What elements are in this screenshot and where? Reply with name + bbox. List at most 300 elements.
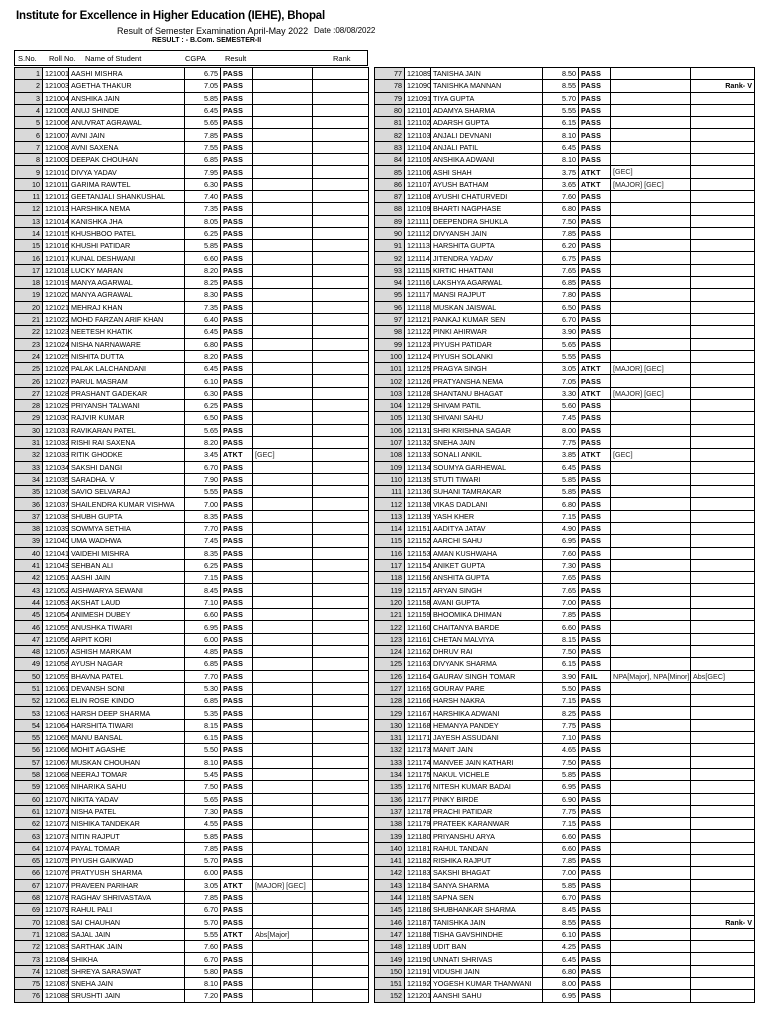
rank-label	[691, 547, 755, 559]
serial-number: 93	[375, 264, 405, 276]
result-remarks	[611, 129, 691, 141]
serial-number: 105	[375, 412, 405, 424]
roll-number: 121185	[405, 891, 431, 903]
table-row	[375, 572, 755, 584]
cgpa-value: 5.35	[185, 707, 221, 719]
table-row	[15, 781, 369, 793]
result-remarks	[253, 375, 313, 387]
result-remarks	[611, 473, 691, 485]
rank-label	[313, 781, 369, 793]
student-name: NIHARIKA SAHU	[69, 781, 185, 793]
serial-number: 13	[15, 215, 43, 227]
result-remarks	[253, 633, 313, 645]
rank-label	[691, 990, 755, 1002]
cgpa-value: 7.85	[185, 842, 221, 854]
student-name: KANISHKA JHA	[69, 215, 185, 227]
result-remarks	[253, 240, 313, 252]
roll-number: 121026	[43, 363, 69, 375]
serial-number: 152	[375, 990, 405, 1002]
result-status: PASS	[221, 842, 253, 854]
cgpa-value: 8.15	[543, 633, 579, 645]
result-remarks	[611, 941, 691, 953]
cgpa-value: 5.50	[543, 682, 579, 694]
serial-number: 120	[375, 596, 405, 608]
table-row	[375, 904, 755, 916]
table-row	[375, 375, 755, 387]
cgpa-value: 8.25	[543, 707, 579, 719]
rank-label	[313, 793, 369, 805]
result-remarks	[611, 572, 691, 584]
rank-label	[691, 609, 755, 621]
student-name: AYUSH BATHAM	[431, 178, 543, 190]
result-status: PASS	[221, 104, 253, 116]
result-remarks	[253, 252, 313, 264]
rank-label	[691, 449, 755, 461]
roll-number: 121154	[405, 559, 431, 571]
cgpa-value: 6.85	[543, 277, 579, 289]
result-remarks	[611, 190, 691, 202]
serial-number: 42	[15, 572, 43, 584]
student-name: SEHBAN ALI	[69, 559, 185, 571]
student-name: ASHISH MARKAM	[69, 645, 185, 657]
rank-label	[691, 904, 755, 916]
roll-number: 121072	[43, 818, 69, 830]
student-name: ANUVRAT AGRAWAL	[69, 117, 185, 129]
result-status: PASS	[221, 301, 253, 313]
roll-number: 121188	[405, 928, 431, 940]
table-row	[375, 756, 755, 768]
roll-number: 121186	[405, 904, 431, 916]
serial-number: 104	[375, 400, 405, 412]
serial-number: 124	[375, 645, 405, 657]
roll-number: 121088	[43, 990, 69, 1002]
roll-number: 121022	[43, 313, 69, 325]
result-remarks	[611, 818, 691, 830]
table-row	[375, 916, 755, 928]
cgpa-value: 6.60	[185, 609, 221, 621]
result-remarks	[611, 719, 691, 731]
result-remarks	[253, 424, 313, 436]
rank-label	[691, 461, 755, 473]
rank-label	[313, 732, 369, 744]
result-status: PASS	[579, 609, 611, 621]
result-status: PASS	[221, 559, 253, 571]
rank-label	[691, 977, 755, 989]
roll-number: 121069	[43, 781, 69, 793]
serial-number: 70	[15, 916, 43, 928]
cgpa-value: 5.50	[185, 744, 221, 756]
roll-number: 121113	[405, 240, 431, 252]
result-remarks	[611, 498, 691, 510]
table-row	[375, 68, 755, 80]
cgpa-value: 6.70	[543, 313, 579, 325]
serial-number: 5	[15, 117, 43, 129]
table-row	[375, 768, 755, 780]
roll-number: 121134	[405, 461, 431, 473]
table-row	[15, 166, 369, 178]
result-remarks	[611, 289, 691, 301]
result-remarks	[611, 793, 691, 805]
rank-label	[691, 732, 755, 744]
table-row	[375, 842, 755, 854]
result-status: ATKT	[221, 449, 253, 461]
result-remarks	[253, 916, 313, 928]
serial-number: 139	[375, 830, 405, 842]
result-remarks	[611, 891, 691, 903]
result-status: PASS	[221, 793, 253, 805]
result-remarks	[611, 264, 691, 276]
result-status: PASS	[221, 264, 253, 276]
result-status: PASS	[579, 658, 611, 670]
serial-number: 100	[375, 350, 405, 362]
table-row	[15, 596, 369, 608]
serial-number: 117	[375, 559, 405, 571]
rank-label	[313, 842, 369, 854]
table-row	[15, 178, 369, 190]
table-row	[375, 350, 755, 362]
cgpa-value: 7.70	[185, 670, 221, 682]
cgpa-value: 3.05	[543, 363, 579, 375]
result-remarks	[253, 215, 313, 227]
table-row	[15, 473, 369, 485]
roll-number: 121020	[43, 289, 69, 301]
student-name: AASHI MISHRA	[69, 68, 185, 80]
table-row	[375, 92, 755, 104]
roll-number: 121139	[405, 510, 431, 522]
result-status: PASS	[579, 338, 611, 350]
cgpa-value: 6.45	[543, 141, 579, 153]
table-row	[375, 633, 755, 645]
roll-number: 121012	[43, 190, 69, 202]
roll-number: 121067	[43, 756, 69, 768]
table-row	[375, 289, 755, 301]
roll-number: 121077	[43, 879, 69, 891]
result-remarks	[611, 879, 691, 891]
roll-number: 121171	[405, 732, 431, 744]
student-name: ARYAN SINGH	[431, 584, 543, 596]
table-row	[15, 990, 369, 1002]
result-status: PASS	[221, 252, 253, 264]
serial-number: 6	[15, 129, 43, 141]
rank-label	[691, 830, 755, 842]
cgpa-value: 7.50	[543, 215, 579, 227]
table-row	[375, 363, 755, 375]
result-remarks	[611, 154, 691, 166]
student-name: LUCKY MARAN	[69, 264, 185, 276]
student-name: PRIYANSHU ARYA	[431, 830, 543, 842]
serial-number: 22	[15, 326, 43, 338]
result-status: PASS	[579, 719, 611, 731]
roll-number: 121187	[405, 916, 431, 928]
result-status: PASS	[221, 313, 253, 325]
roll-number: 121035	[43, 473, 69, 485]
roll-number: 121076	[43, 867, 69, 879]
cgpa-value: 7.50	[185, 781, 221, 793]
table-row	[15, 350, 369, 362]
serial-number: 68	[15, 891, 43, 903]
rank-label	[313, 129, 369, 141]
cgpa-value: 8.10	[543, 154, 579, 166]
rank-label	[313, 227, 369, 239]
result-remarks	[253, 387, 313, 399]
rank-label	[313, 215, 369, 227]
result-remarks	[253, 92, 313, 104]
roll-number: 121167	[405, 707, 431, 719]
serial-number: 74	[15, 965, 43, 977]
table-row	[375, 498, 755, 510]
student-name: TIYA GUPTA	[431, 92, 543, 104]
table-row	[375, 596, 755, 608]
table-row	[15, 658, 369, 670]
result-status: PASS	[221, 658, 253, 670]
table-row	[15, 80, 369, 92]
serial-number: 142	[375, 867, 405, 879]
cgpa-value: 6.45	[185, 363, 221, 375]
table-row	[375, 941, 755, 953]
cgpa-value: 5.45	[185, 768, 221, 780]
student-name: YASH KHER	[431, 510, 543, 522]
rank-label	[691, 953, 755, 965]
student-name: GOURAV PARE	[431, 682, 543, 694]
student-name: MUSKAN JAISWAL	[431, 301, 543, 313]
result-status: PASS	[579, 768, 611, 780]
serial-number: 16	[15, 252, 43, 264]
result-status: PASS	[579, 461, 611, 473]
student-name: MANSI RAJPUT	[431, 289, 543, 301]
roll-number: 121087	[43, 977, 69, 989]
table-row	[15, 363, 369, 375]
rank-label	[313, 695, 369, 707]
student-name: PRATYUSH SHARMA	[69, 867, 185, 879]
result-remarks	[253, 559, 313, 571]
result-status: PASS	[579, 805, 611, 817]
rank-label	[313, 92, 369, 104]
serial-number: 29	[15, 412, 43, 424]
rank-label	[691, 855, 755, 867]
student-name: CHAITANYA BARDE	[431, 621, 543, 633]
result-status: PASS	[221, 92, 253, 104]
rank-label	[313, 916, 369, 928]
student-name: PARUL MASRAM	[69, 375, 185, 387]
rank-label	[313, 141, 369, 153]
cgpa-value: 6.15	[185, 732, 221, 744]
result-status: PASS	[221, 350, 253, 362]
cgpa-value: 5.80	[185, 965, 221, 977]
serial-number: 133	[375, 756, 405, 768]
student-name: SAPNA SEN	[431, 891, 543, 903]
roll-number: 121033	[43, 449, 69, 461]
result-remarks	[611, 977, 691, 989]
cgpa-value: 7.30	[543, 559, 579, 571]
result-status: PASS	[221, 498, 253, 510]
serial-number: 86	[375, 178, 405, 190]
result-status: PASS	[579, 289, 611, 301]
student-name: NEERAJ TOMAR	[69, 768, 185, 780]
serial-number: 4	[15, 104, 43, 116]
cgpa-value: 4.25	[543, 941, 579, 953]
table-row	[15, 744, 369, 756]
serial-number: 35	[15, 486, 43, 498]
cgpa-value: 7.15	[543, 695, 579, 707]
exam-subtitle: Result of Semester Examination April-May 2022	[117, 26, 309, 36]
serial-number: 85	[375, 166, 405, 178]
result-status: PASS	[579, 104, 611, 116]
roll-number: 121109	[405, 203, 431, 215]
student-name: SHREYA SARASWAT	[69, 965, 185, 977]
serial-number: 51	[15, 682, 43, 694]
result-remarks	[253, 867, 313, 879]
serial-number: 87	[375, 190, 405, 202]
roll-number: 121175	[405, 768, 431, 780]
table-row	[375, 645, 755, 657]
serial-number: 151	[375, 977, 405, 989]
cgpa-value: 7.60	[543, 547, 579, 559]
result-remarks: [MAJOR] [GEC]	[611, 178, 691, 190]
table-row	[375, 117, 755, 129]
student-name: BHOOMIKA DHIMAN	[431, 609, 543, 621]
rank-label	[691, 104, 755, 116]
student-name: PINKY BIRDE	[431, 793, 543, 805]
rank-label	[313, 387, 369, 399]
result-remarks	[253, 486, 313, 498]
student-name: RAGHAV SHRIVASTAVA	[69, 891, 185, 903]
cgpa-value: 3.65	[543, 178, 579, 190]
table-row	[375, 240, 755, 252]
cgpa-value: 8.00	[543, 424, 579, 436]
cgpa-value: 7.85	[543, 609, 579, 621]
student-name: MUSKAN CHOUHAN	[69, 756, 185, 768]
rank-label	[691, 621, 755, 633]
rank-label	[313, 498, 369, 510]
serial-number: 89	[375, 215, 405, 227]
cgpa-value: 6.15	[543, 117, 579, 129]
rank-label	[313, 928, 369, 940]
student-name: SRUSHTI JAIN	[69, 990, 185, 1002]
student-name: ANIKET GUPTA	[431, 559, 543, 571]
roll-number: 121101	[405, 104, 431, 116]
roll-number: 121168	[405, 719, 431, 731]
roll-number: 121128	[405, 387, 431, 399]
serial-number: 83	[375, 141, 405, 153]
student-name: SAJAL JAIN	[69, 928, 185, 940]
table-row	[375, 609, 755, 621]
result-remarks	[611, 867, 691, 879]
student-name: SHIKHA	[69, 953, 185, 965]
result-status: PASS	[579, 793, 611, 805]
table-row	[375, 658, 755, 670]
serial-number: 107	[375, 436, 405, 448]
result-remarks	[253, 338, 313, 350]
serial-number: 141	[375, 855, 405, 867]
serial-number: 143	[375, 879, 405, 891]
result-remarks	[253, 154, 313, 166]
result-status: PASS	[579, 842, 611, 854]
rank-label	[691, 166, 755, 178]
table-row	[375, 510, 755, 522]
serial-number: 137	[375, 805, 405, 817]
result-status: PASS	[579, 695, 611, 707]
result-remarks	[611, 953, 691, 965]
table-row	[15, 117, 369, 129]
result-remarks	[611, 904, 691, 916]
cgpa-value: 6.70	[185, 904, 221, 916]
cgpa-value: 7.20	[185, 990, 221, 1002]
result-remarks	[253, 990, 313, 1002]
cgpa-value: 7.65	[543, 572, 579, 584]
result-status: PASS	[579, 301, 611, 313]
result-status: PASS	[579, 756, 611, 768]
rank-label	[313, 240, 369, 252]
serial-number: 38	[15, 522, 43, 534]
student-name: ADARSH GUPTA	[431, 117, 543, 129]
serial-number: 45	[15, 609, 43, 621]
cgpa-value: 6.60	[543, 842, 579, 854]
rank-label	[313, 805, 369, 817]
serial-number: 134	[375, 768, 405, 780]
student-name: DHRUV RAI	[431, 645, 543, 657]
cgpa-value: 7.00	[543, 867, 579, 879]
table-row	[15, 412, 369, 424]
table-row	[15, 215, 369, 227]
table-row	[15, 301, 369, 313]
table-row	[15, 928, 369, 940]
result-status: PASS	[579, 682, 611, 694]
cgpa-value: 4.55	[185, 818, 221, 830]
rank-label	[313, 965, 369, 977]
rank-label	[691, 400, 755, 412]
cgpa-value: 5.85	[543, 879, 579, 891]
serial-number: 21	[15, 313, 43, 325]
result-remarks	[611, 928, 691, 940]
student-name: NISHA NARNAWARE	[69, 338, 185, 350]
cgpa-value: 6.25	[185, 227, 221, 239]
table-row	[375, 190, 755, 202]
table-row	[15, 953, 369, 965]
table-row	[15, 141, 369, 153]
result-remarks	[253, 289, 313, 301]
result-status: PASS	[579, 277, 611, 289]
student-name: AVANI GUPTA	[431, 596, 543, 608]
result-remarks: [GEC]	[611, 166, 691, 178]
result-remarks	[611, 92, 691, 104]
serial-number: 121	[375, 609, 405, 621]
table-row	[375, 203, 755, 215]
cgpa-value: 7.85	[185, 891, 221, 903]
result-remarks	[253, 104, 313, 116]
roll-number: 121029	[43, 400, 69, 412]
table-row	[375, 928, 755, 940]
roll-number: 121107	[405, 178, 431, 190]
roll-number: 121151	[405, 522, 431, 534]
student-name: BHARTI NAGPHASE	[431, 203, 543, 215]
table-row	[375, 80, 755, 92]
serial-number: 57	[15, 756, 43, 768]
student-name: VAIDEHI MISHRA	[69, 547, 185, 559]
roll-number: 121058	[43, 658, 69, 670]
rank-label	[313, 166, 369, 178]
cgpa-value: 6.10	[543, 928, 579, 940]
roll-number: 121064	[43, 719, 69, 731]
roll-number: 121070	[43, 793, 69, 805]
roll-number: 121138	[405, 498, 431, 510]
serial-number: 138	[375, 818, 405, 830]
serial-number: 127	[375, 682, 405, 694]
student-name: MANYA AGRAWAL	[69, 289, 185, 301]
result-status: PASS	[221, 129, 253, 141]
roll-number: 121015	[43, 227, 69, 239]
serial-number: 27	[15, 387, 43, 399]
result-remarks	[611, 768, 691, 780]
